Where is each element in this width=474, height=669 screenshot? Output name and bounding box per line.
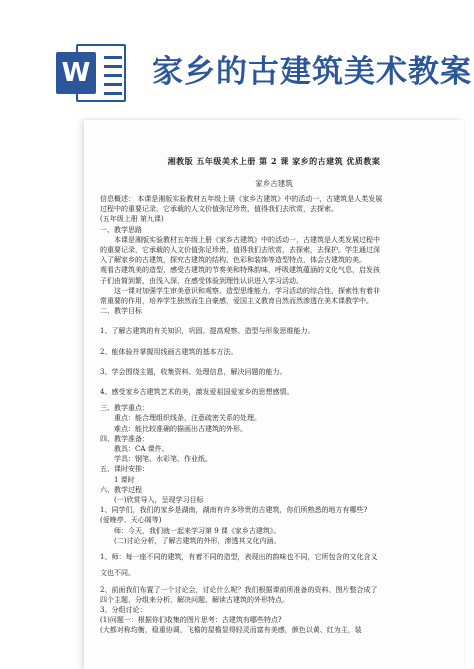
body-line: 常重要的作用，培养学生独然而生自豪感，爱国主义教育自然而然渗透在美术课教学中。	[100, 297, 373, 306]
body-line: 1、师：每一座不同的建筑，有着不同的造型，表现出的韵味也不同，它所包含的文化含义	[100, 553, 378, 562]
section-heading: 一、教学思路	[100, 225, 142, 234]
body-line: 四个主题，分组来分析、解决问题、解读古建筑的外形特点。	[100, 595, 289, 604]
body-line: 文也不同。	[100, 569, 135, 578]
body-line: 子们由简到繁，由浅入深，在感受体验到理性认识进入学习活动。	[100, 276, 303, 285]
body-line: 入了解家乡的古建筑，探究古建筑的结构、色彩和装饰等造型特点，体会古建筑的美。	[100, 256, 366, 265]
body-line: 1、同学们，我们的家乡是湖南，湖南有许多珍贵的古建筑，你们所熟悉的地方有哪些?	[100, 506, 368, 515]
section-heading: 六、教学过程	[100, 485, 142, 494]
section-heading: 四、教学准备：	[100, 434, 149, 443]
body-line: 过程中的重要记录，它承载的人文价值弥足珍贵，值得我们去欣赏，去探索。	[100, 205, 338, 214]
body-line: (大都对称均衡，稳重协调，飞檐的屋檐显得轻灵而富有美感，颜色以黄、红为主，装	[100, 626, 362, 635]
body-line: 本课是湘版实验教材五年级上册《家乡古建筑》中的活动一，古建筑是人类发展过程中	[114, 235, 380, 244]
body-line: 1 课时	[114, 475, 135, 484]
document-page	[84, 120, 464, 669]
word-document-icon	[56, 44, 126, 102]
objective-item: 3、学会围绕主题，收集资料、处理信息，解决问题的能力。	[100, 367, 287, 376]
body-line: 信息概述： 本课是湘版实验教材五年级上册《家乡古建筑》中的活动一，古建筑是人类发展	[100, 195, 383, 203]
body-line: (1)问题一：根据你们收集的图片思考：古建筑有哪些特点?	[100, 616, 282, 625]
section-heading: 五、课时安排：	[100, 465, 149, 474]
body-line: 2、前面我们布置了一个讨论会，讨论什么呢？我们根据课前所准备的资料、图片整合成了	[100, 585, 378, 594]
banner-title: 家乡的古建筑美术教案	[152, 54, 472, 90]
body-line: 难点：能比较准确的描画出古建筑的外形。	[114, 424, 247, 433]
document-body	[100, 194, 450, 636]
body-line: 的重要记录，它承载的人文价值弥足珍贵，值得我们去欣赏，去探索，去保护。学生通过深	[100, 246, 380, 255]
body-line: 3、分组讨论：	[100, 605, 147, 614]
objective-item: 1、了解古建筑的有关知识，巩固、提高观察、造型与形象思维能力。	[100, 327, 315, 336]
objective-item: 4、感受家乡古建筑艺术的美，激发爱祖国爱家乡的思想感情。	[100, 388, 294, 397]
section-heading: 三、教学重点：	[100, 404, 149, 413]
body-line: 学具：钢笔、水彩笔、作业纸。	[114, 455, 212, 464]
section-heading: 二、教学目标	[100, 307, 142, 316]
body-line: (一)欣赏导入，呈现学习目标	[114, 496, 204, 505]
objective-item: 2、能体验并掌握用线画古建筑的基本方法。	[100, 347, 238, 356]
body-line: (二)讨论分析，了解古建筑的外形，渗透其文化内涵。	[114, 536, 281, 545]
body-line: 教具：CA 课件、	[114, 445, 169, 454]
document-header: 湘教版 五年级美术上册 第 2 课 家乡的古建筑 优质教案	[167, 156, 381, 166]
body-line: 重点：能合理组织线条，注意疏密关系的处理。	[114, 414, 261, 423]
title-banner	[0, 0, 474, 118]
body-line: 这一课对加强学生审美意识和观察、造型思维能力，学习活动的综合性、探索性有着非	[114, 286, 380, 295]
body-line: 观看古建筑美的造型，感受古建筑的节奏美和特殊韵味，呼吸建筑蕴涵的文化气息，启发孩	[100, 266, 380, 275]
body-line: (爱晚亭、天心阁等)	[100, 516, 162, 525]
body-line: (五年级上册 第九课)	[100, 215, 164, 224]
document-subtitle: 家乡古建筑	[255, 179, 293, 188]
word-letter-badge: W	[56, 52, 96, 94]
body-line: 师：今天，我们就一起来学习第 9 课《家乡古建筑》。	[114, 526, 281, 535]
